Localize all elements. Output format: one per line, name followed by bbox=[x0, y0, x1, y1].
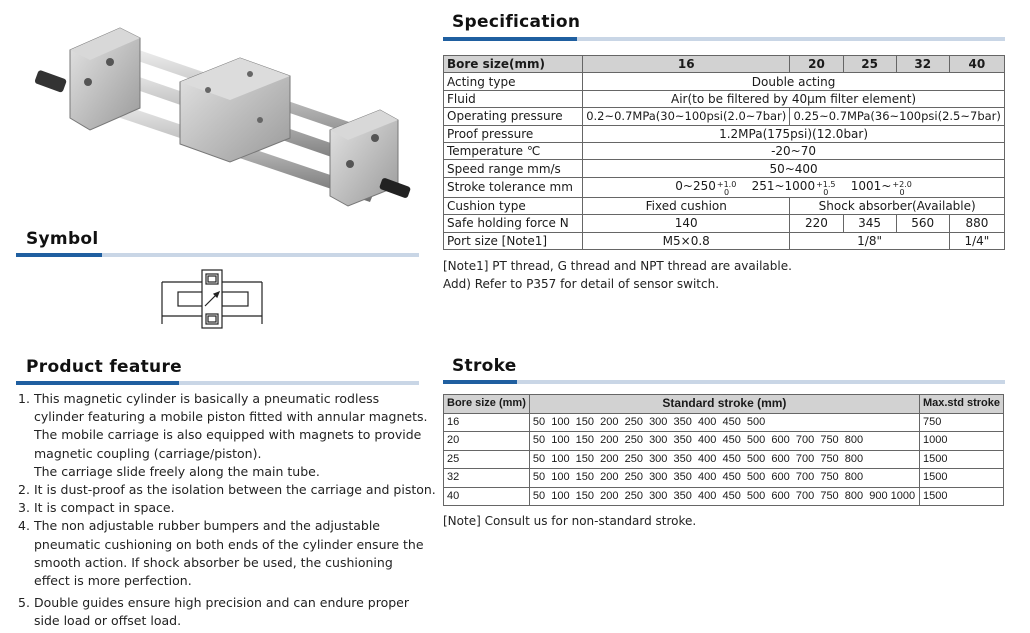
symbol-underline bbox=[16, 253, 419, 257]
operating-value-20-40: 0.25~0.7MPa(36~100psi(2.5~7bar) bbox=[790, 108, 1005, 125]
feature-item-3 bbox=[18, 499, 438, 517]
bore-16-header: 16 bbox=[583, 56, 790, 73]
feature-line: side load or offset load. bbox=[34, 613, 182, 629]
tolerance-value bbox=[583, 177, 1005, 197]
stroke-values: 50 100 150 200 250 300 350 400 450 500 600 700 750 800 bbox=[529, 450, 919, 469]
stroke-max: 1500 bbox=[919, 450, 1003, 469]
spec-row-fluid bbox=[444, 90, 1005, 107]
tolerance-3-lower: 0 bbox=[899, 187, 905, 197]
feature-line: The non adjustable rubber bumpers and the adjustable bbox=[34, 518, 380, 534]
feature-line: This magnetic cylinder is basically a pneumatic rodless bbox=[34, 391, 380, 406]
stroke-bore: 20 bbox=[444, 432, 530, 451]
specification-table bbox=[443, 55, 1005, 250]
spec-row-temperature bbox=[444, 142, 1005, 159]
feature-number: 4. bbox=[18, 518, 30, 534]
stroke-row bbox=[444, 432, 1004, 451]
feature-number: 5. bbox=[18, 595, 30, 611]
spec-row-tolerance bbox=[444, 177, 1005, 197]
bore-25-header: 25 bbox=[843, 56, 896, 73]
stroke-bore: 32 bbox=[444, 469, 530, 488]
spec-row-force bbox=[444, 215, 1005, 232]
feature-line: Double guides ensure high precision and can endure proper bbox=[34, 595, 409, 611]
fluid-label: Fluid bbox=[444, 90, 583, 107]
feature-line: cylinder featuring a mobile piston fitted with annular magnets. bbox=[34, 409, 428, 425]
bore-size-header: Bore size(mm) bbox=[444, 56, 583, 73]
tolerance-3-limits bbox=[892, 181, 911, 197]
feature-line: smooth action. If shock absorber be used, the cushioning bbox=[34, 554, 393, 570]
feature-item-4 bbox=[18, 517, 438, 590]
stroke-row bbox=[444, 487, 1004, 506]
force-label: Safe holding force N bbox=[444, 215, 583, 232]
feature-line: It is dust-proof as the isolation between the carriage and piston. bbox=[34, 482, 436, 498]
force-16: 140 bbox=[583, 215, 790, 232]
cylinder-symbol-diagram bbox=[158, 268, 266, 330]
stroke-max: 1500 bbox=[919, 487, 1003, 506]
force-25: 345 bbox=[843, 215, 896, 232]
proof-value: 1.2MPa(175psi)(12.0bar) bbox=[583, 125, 1005, 142]
stroke-values: 50 100 150 200 250 300 350 400 450 500 600 700 750 800 bbox=[529, 469, 919, 488]
force-32: 560 bbox=[896, 215, 949, 232]
feature-item-1 bbox=[18, 390, 438, 481]
stroke-max: 1000 bbox=[919, 432, 1003, 451]
tolerance-1-lower: 0 bbox=[724, 187, 730, 197]
specification-underline bbox=[443, 37, 1005, 41]
acting-value: Double acting bbox=[583, 73, 1005, 90]
spec-row-speed bbox=[444, 160, 1005, 177]
stroke-max: 750 bbox=[919, 413, 1003, 432]
operating-value-16: 0.2~0.7MPa(30~100psi(2.0~7bar) bbox=[583, 108, 790, 125]
spec-note-2: Add) Refer to P357 for detail of sensor switch. bbox=[443, 277, 720, 291]
tolerance-3-upper: +2.0 bbox=[892, 179, 912, 189]
tolerance-2-limits bbox=[816, 181, 835, 197]
feature-line: pneumatic cushioning on both ends of the cylinder ensure the bbox=[34, 536, 424, 552]
spec-row-port bbox=[444, 232, 1005, 249]
tolerance-range-3: 1001~ bbox=[850, 178, 892, 193]
stroke-note: [Note] Consult us for non-standard stroke. bbox=[443, 514, 697, 528]
feature-line: magnetic coupling (carriage/piston). bbox=[34, 445, 262, 461]
force-40: 880 bbox=[949, 215, 1004, 232]
spec-row-operating bbox=[444, 108, 1005, 125]
feature-line: The mobile carriage is also equipped with magnets to provide bbox=[34, 427, 422, 443]
product-feature-heading: Product feature bbox=[26, 357, 182, 377]
tolerance-2-upper: +1.5 bbox=[816, 179, 836, 189]
port-16: M5×0.8 bbox=[583, 232, 790, 249]
port-20-32: 1/8" bbox=[790, 232, 949, 249]
temperature-value: -20~70 bbox=[583, 142, 1005, 159]
stroke-row bbox=[444, 413, 1004, 432]
operating-label: Operating pressure bbox=[444, 108, 583, 125]
feature-line: The carriage slide freely along the main tube. bbox=[34, 463, 320, 479]
feature-number: 2. bbox=[18, 482, 30, 498]
stroke-underline bbox=[443, 380, 1005, 384]
acting-label: Acting type bbox=[444, 73, 583, 90]
feature-line: It is compact in space. bbox=[34, 500, 175, 516]
stroke-values: 50 100 150 200 250 300 350 400 450 500 600 700 750 800 bbox=[529, 432, 919, 451]
stroke-max-header: Max.std stroke bbox=[919, 395, 1003, 414]
fluid-value: Air(to be filtered by 40μm filter element) bbox=[583, 90, 1005, 107]
spec-note-1: [Note1] PT thread, G thread and NPT thread are available. bbox=[443, 259, 792, 273]
stroke-header-row bbox=[444, 395, 1004, 414]
tolerance-2-lower: 0 bbox=[823, 187, 829, 197]
feature-line: effect is more perfection. bbox=[34, 573, 192, 589]
spec-row-cushion bbox=[444, 197, 1005, 214]
stroke-table bbox=[443, 394, 1004, 506]
stroke-bore-header: Bore size (mm) bbox=[444, 395, 530, 414]
stroke-bore: 25 bbox=[444, 450, 530, 469]
tolerance-label: Stroke tolerance mm bbox=[444, 177, 583, 197]
port-40: 1/4" bbox=[949, 232, 1004, 249]
spec-header-row bbox=[444, 56, 1005, 73]
tolerance-1-limits bbox=[717, 181, 736, 197]
port-label: Port size [Note1] bbox=[444, 232, 583, 249]
specification-heading: Specification bbox=[452, 12, 581, 32]
speed-value: 50~400 bbox=[583, 160, 1005, 177]
feature-number: 1. bbox=[18, 391, 30, 406]
stroke-values: 50 100 150 200 250 300 350 400 450 500 600 700 750 800 900 1000 bbox=[529, 487, 919, 506]
stroke-max: 1500 bbox=[919, 469, 1003, 488]
proof-label: Proof pressure bbox=[444, 125, 583, 142]
stroke-row bbox=[444, 450, 1004, 469]
product-photo bbox=[30, 10, 420, 230]
feature-list bbox=[18, 390, 438, 631]
speed-label: Speed range mm/s bbox=[444, 160, 583, 177]
cushion-value-20-40: Shock absorber(Available) bbox=[790, 197, 1005, 214]
bore-20-header: 20 bbox=[790, 56, 843, 73]
stroke-bore: 40 bbox=[444, 487, 530, 506]
feature-number: 3. bbox=[18, 500, 30, 516]
tolerance-range-2: 251~1000 bbox=[751, 178, 816, 193]
tolerance-range-1: 0~250 bbox=[675, 178, 716, 193]
bore-40-header: 40 bbox=[949, 56, 1004, 73]
tolerance-1-upper: +1.0 bbox=[716, 179, 737, 189]
product-feature-underline bbox=[16, 381, 419, 385]
cushion-value-16: Fixed cushion bbox=[583, 197, 790, 214]
spec-row-acting bbox=[444, 73, 1005, 90]
cushion-label: Cushion type bbox=[444, 197, 583, 214]
symbol-heading: Symbol bbox=[26, 229, 99, 249]
stroke-bore: 16 bbox=[444, 413, 530, 432]
stroke-heading: Stroke bbox=[452, 356, 517, 376]
stroke-row bbox=[444, 469, 1004, 488]
feature-item-5 bbox=[18, 594, 438, 630]
stroke-values: 50 100 150 200 250 300 350 400 450 500 bbox=[529, 413, 919, 432]
spec-row-proof bbox=[444, 125, 1005, 142]
force-20: 220 bbox=[790, 215, 843, 232]
temperature-label: Temperature ℃ bbox=[444, 142, 583, 159]
stroke-standard-header: Standard stroke (mm) bbox=[529, 395, 919, 414]
bore-32-header: 32 bbox=[896, 56, 949, 73]
feature-item-2 bbox=[18, 481, 438, 499]
